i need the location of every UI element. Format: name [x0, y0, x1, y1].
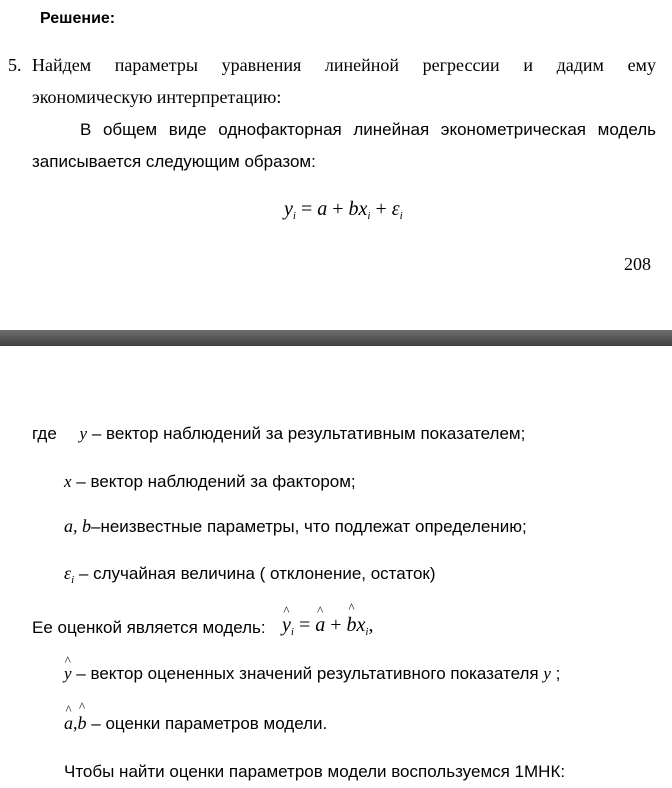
eps-description: случайная величина ( отклонение, остаток)	[93, 564, 436, 583]
b-hat: ^ b	[78, 713, 87, 734]
formula-symbol: a	[317, 198, 328, 220]
estimate-intro: Ее оценкой является модель:	[32, 618, 266, 637]
item-word: регрессии	[422, 55, 500, 75]
closing-sentence: Чтобы найти оценки параметров модели воспользуемся 1МНК:	[64, 762, 566, 781]
paragraph-word: В	[80, 120, 92, 139]
solution-heading: Решение:	[40, 10, 116, 27]
y-description: вектор наблюдений за результативным показателем;	[106, 424, 526, 443]
estimate-formula	[282, 614, 373, 638]
formula-symbol: ^ b	[347, 614, 357, 637]
yhat-description: вектор оцененных значений результативного показателя	[90, 664, 539, 683]
def-eps	[64, 563, 436, 586]
item-word: уравнения	[221, 55, 302, 75]
formula-subscript: i	[292, 210, 296, 222]
paragraph-word: линейная	[353, 120, 430, 139]
paragraph-line-1	[80, 120, 656, 140]
paragraph-word: виде	[168, 120, 207, 139]
formula-operator: +	[327, 198, 349, 220]
formula-symbol: x	[356, 614, 366, 636]
formula-symbol: x	[358, 198, 368, 220]
paragraph-line-2: записывается следующим образом:	[32, 152, 316, 171]
x-symbol: x	[64, 472, 72, 491]
formula-subscript: i	[399, 210, 403, 222]
dash: –	[76, 664, 86, 683]
formula-symbol: ^ y	[282, 614, 291, 637]
formula-subscript: i	[367, 210, 371, 222]
a-hat: ^ a	[64, 713, 73, 734]
paragraph-word: эконометрическая	[440, 120, 586, 139]
regression-formula	[284, 198, 403, 222]
ab-symbols: a, b	[64, 516, 91, 536]
formula-operator: +	[325, 614, 347, 636]
formula-operator: =	[295, 198, 318, 220]
dash: –	[76, 472, 86, 491]
page-number: 208	[624, 254, 651, 274]
formula-symbol: y	[284, 198, 293, 220]
formula-symbol: ^ a	[315, 614, 325, 637]
page-break-divider	[0, 330, 672, 346]
paragraph-word: однофакторная	[218, 120, 342, 139]
formula-operator: =	[293, 614, 316, 636]
item-line-2: экономическую интерпретацию:	[32, 87, 282, 107]
paragraph-word: общем	[102, 120, 158, 139]
def-yhat	[64, 664, 560, 684]
paragraph-word: модель	[597, 120, 656, 139]
formula-symbol: b	[348, 198, 359, 220]
item-word: ему	[627, 55, 656, 75]
item-word: Найдем	[32, 55, 92, 75]
eps-subscript: i	[71, 574, 75, 586]
abhat-description: оценки параметров модели.	[105, 714, 328, 733]
x-description: вектор наблюдений за фактором;	[90, 472, 356, 491]
dash: –	[91, 714, 101, 733]
dash: –	[91, 517, 101, 536]
dash: –	[91, 424, 102, 443]
y-symbol: y	[543, 664, 551, 683]
formula-subscript: i	[365, 626, 369, 638]
item-line-1	[32, 55, 656, 76]
eps-symbol: ε	[64, 563, 72, 583]
item-word: линейной	[324, 55, 400, 75]
where-word: где	[32, 424, 57, 443]
dash: –	[78, 564, 89, 583]
formula-operator: +	[370, 198, 392, 220]
def-y	[32, 424, 525, 444]
formula-comma: ,	[368, 614, 374, 636]
formula-subscript: i	[290, 626, 294, 638]
def-abhat	[64, 713, 327, 734]
item-word: дадим	[556, 55, 604, 75]
y-symbol: y	[79, 424, 88, 443]
formula-symbol: ε	[391, 198, 400, 220]
item-number: 5.	[8, 55, 22, 75]
item-word: и	[523, 55, 533, 75]
ab-description: неизвестные параметры, что подлежат определению;	[100, 517, 527, 536]
semicolon: ;	[550, 664, 561, 683]
abhat-symbols: ^ a,^ b	[64, 713, 87, 733]
yhat-symbol: ^ y	[64, 664, 72, 684]
item-word: параметры	[114, 55, 198, 75]
def-x	[64, 472, 356, 492]
def-ab	[64, 516, 527, 537]
